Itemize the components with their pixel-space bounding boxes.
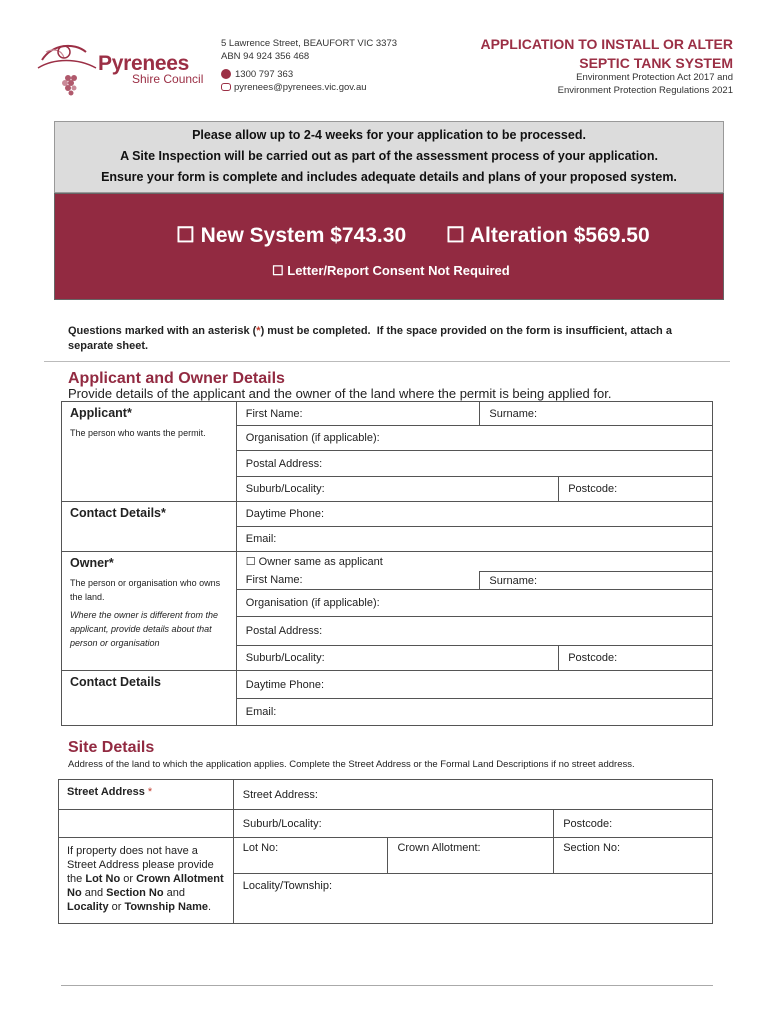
owner-contact-label-cell (62, 671, 237, 726)
street-address-label-cell (59, 780, 234, 810)
council-logo (34, 38, 204, 100)
owner-contact-label: Contact Details (70, 675, 161, 689)
owner-suburb-field[interactable]: Suburb/Locality: (236, 646, 558, 671)
applicant-sub: The person who wants the permit. (70, 428, 206, 438)
owner-phone-field[interactable]: Daytime Phone: (236, 671, 712, 699)
contact-label: Contact Details* (70, 506, 166, 520)
letter-consent-checkbox[interactable]: ☐ Letter/Report Consent Not Required (272, 263, 510, 278)
fee-options-panel (54, 193, 724, 300)
applicant-owner-table (61, 401, 713, 726)
owner-postcode-field[interactable]: Postcode: (559, 646, 713, 671)
email-icon (221, 83, 231, 91)
applicant-label-cell (62, 402, 237, 502)
owner-surname-field[interactable]: Surname: (480, 572, 713, 590)
processing-notice (54, 121, 724, 193)
crown-allotment-field[interactable]: Crown Allotment: (388, 838, 554, 874)
owner-sub: The person or organisation who owns the land. (70, 578, 221, 602)
applicant-postal-field[interactable]: Postal Address: (236, 451, 712, 477)
legislation-line1: Environment Protection Act 2017 and (576, 72, 733, 83)
council-email (221, 82, 367, 93)
logo-subtitle: Shire Council (132, 72, 204, 86)
asterisk-instructions: Questions marked with an asterisk (*) must be completed. If the space provided on the form is insufficient, attach a separate sheet. (68, 325, 672, 352)
applicant-postcode-field[interactable]: Postcode: (559, 477, 713, 502)
applicant-surname-field[interactable]: Surname: (480, 402, 713, 426)
logo-name: Pyrenees (98, 52, 190, 75)
applicant-organisation-field[interactable]: Organisation (if applicable): (236, 426, 712, 451)
council-address: 5 Lawrence Street, BEAUFORT VIC 3373 (221, 38, 398, 49)
legislation-line2: Environment Protection Regulations 2021 (557, 85, 733, 96)
owner-label-cell (62, 552, 237, 671)
owner-postal-field[interactable]: Postal Address: (236, 617, 712, 646)
divider (44, 361, 730, 362)
contact-label-cell (62, 502, 237, 552)
notice-line2: A Site Inspection will be carried out as part of the assessment process of your application. (120, 149, 658, 163)
site-section-desc: Address of the land to which the application applies. Complete the Street Address or the Formal Land Descriptions if no street address. (68, 759, 635, 770)
form-title-line2: SEPTIC TANK SYSTEM (579, 55, 733, 71)
owner-first-name-field[interactable]: First Name: (236, 572, 480, 590)
form-title-line1: APPLICATION TO INSTALL OR ALTER (480, 36, 733, 52)
owner-italic-note: Where the owner is different from the applicant, provide details about that person or organisation (70, 610, 219, 648)
applicant-section-title: Applicant and Owner Details (68, 370, 285, 387)
owner-organisation-field[interactable]: Organisation (if applicable): (236, 590, 712, 617)
applicant-suburb-field[interactable]: Suburb/Locality: (236, 477, 558, 502)
street-address-field[interactable]: Street Address: (233, 780, 712, 810)
section-no-field[interactable]: Section No: (554, 838, 713, 874)
site-section-title: Site Details (68, 739, 155, 756)
applicant-email-field[interactable]: Email: (236, 527, 712, 552)
grapevine-logo-icon (34, 38, 104, 98)
owner-label: Owner* (70, 556, 114, 570)
street-address-label: Street Address (67, 786, 145, 798)
applicant-first-name-field[interactable]: First Name: (236, 402, 480, 426)
site-suburb-field[interactable]: Suburb/Locality: (233, 810, 553, 838)
site-postcode-field[interactable]: Postcode: (554, 810, 713, 838)
formal-land-help-cell: If property does not have a Street Address please provide the Lot No or Crown Allotment No and Section No and Locality or Township Name. (59, 838, 234, 924)
council-phone (221, 69, 293, 80)
site-details-table (58, 779, 713, 924)
applicant-section-desc: Provide details of the applicant and the owner of the land where the permit is being applied for. (68, 386, 612, 401)
council-abn: ABN 94 924 356 468 (221, 51, 310, 62)
phone-number: 1300 797 363 (235, 69, 294, 80)
applicant-label: Applicant* (70, 406, 132, 420)
footer-divider (61, 985, 713, 986)
applicant-phone-field[interactable]: Daytime Phone: (236, 502, 712, 527)
owner-email-field[interactable]: Email: (236, 699, 712, 726)
new-system-checkbox[interactable]: ☐ New System $743.30 (176, 224, 407, 247)
phone-icon (221, 69, 231, 79)
alteration-checkbox[interactable]: ☐ Alteration $569.50 (446, 224, 650, 247)
street-address-label-cont (59, 810, 234, 838)
street-address-star: * (147, 786, 153, 798)
locality-township-field[interactable]: Locality/Township: (233, 874, 712, 924)
notice-line3: Ensure your form is complete and includes adequate details and plans of your proposed system. (101, 170, 677, 184)
email-address: pyrenees@pyrenees.vic.gov.au (234, 82, 367, 93)
lot-no-field[interactable]: Lot No: (233, 838, 388, 874)
notice-line1: Please allow up to 2-4 weeks for your application to be processed. (192, 128, 586, 142)
owner-same-checkbox[interactable]: ☐ Owner same as applicant (236, 552, 712, 572)
